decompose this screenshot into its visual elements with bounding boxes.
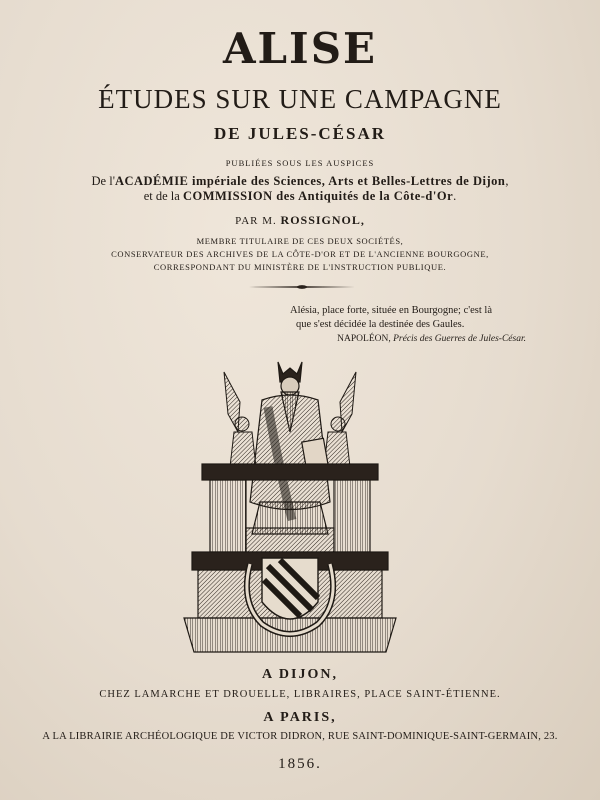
- commission-line: [0, 189, 600, 204]
- ornamental-rule: [247, 283, 357, 291]
- book-subtitle: ÉTUDES SUR UNE CAMPAGNE: [98, 84, 502, 114]
- membership-line: CONSERVATEUR DES ARCHIVES DE LA CÔTE-D'OR ET DE L'ANCIENNE BOURGOGNE,: [111, 249, 489, 259]
- epigraph-attribution: [290, 332, 540, 346]
- academy-line: [0, 174, 600, 189]
- right-angel: [324, 372, 356, 467]
- seated-figure: [250, 362, 330, 534]
- commission-prefix: et de la: [143, 189, 183, 203]
- imprint-city-paris: A PARIS,: [263, 710, 337, 725]
- publication-year: 1856.: [278, 756, 322, 772]
- author-prefix: PAR M.: [235, 215, 277, 227]
- epigraph-line: Alésia, place forte, située en Bourgogne; c'est là: [290, 305, 493, 316]
- membership-line: CORRESPONDANT DU MINISTÈRE DE L'INSTRUCTION PUBLIQUE.: [153, 262, 447, 272]
- attribution-work: Précis des Guerres de Jules-César.: [393, 334, 526, 344]
- academy-suffix: ,: [505, 174, 509, 188]
- book-title: ALISE: [222, 24, 378, 73]
- attribution-name: NAPOLÉON,: [337, 334, 391, 344]
- imprint-publisher-dijon: CHEZ LAMARCHE ET DROUELLE, LIBRAIRES, PLACE SAINT-ÉTIENNE.: [99, 689, 501, 700]
- imprint-publisher-paris: A LA LIBRAIRIE ARCHÉOLOGIQUE DE VICTOR DIDRON, RUE SAINT-DOMINIQUE-SAINT-GERMAIN, 23.: [42, 731, 558, 742]
- academy-name: ACADÉMIE impériale des Sciences, Arts et Belles-Lettres de Dijon: [114, 174, 506, 188]
- book-subsubtitle: DE JULES-CÉSAR: [213, 124, 387, 143]
- epigraph-line: que s'est décidée la destinée des Gaules.: [296, 319, 465, 330]
- author-line: [0, 213, 600, 228]
- membership-line: MEMBRE TITULAIRE DE CES DEUX SOCIÉTÉS,: [196, 236, 404, 246]
- auspices-line: PUBLIÉES SOUS LES AUSPICES: [225, 158, 375, 168]
- left-angel: [224, 372, 256, 467]
- commission-name: COMMISSION des Antiquités de la Côte-d'Or: [182, 189, 454, 203]
- epigraph: [290, 304, 540, 346]
- engraved-vignette: [180, 352, 400, 657]
- imprint-city-dijon: A DIJON,: [262, 667, 338, 682]
- commission-suffix: .: [453, 189, 457, 203]
- author-name: ROSSIGNOL,: [280, 213, 365, 227]
- academy-prefix: De l': [91, 174, 115, 188]
